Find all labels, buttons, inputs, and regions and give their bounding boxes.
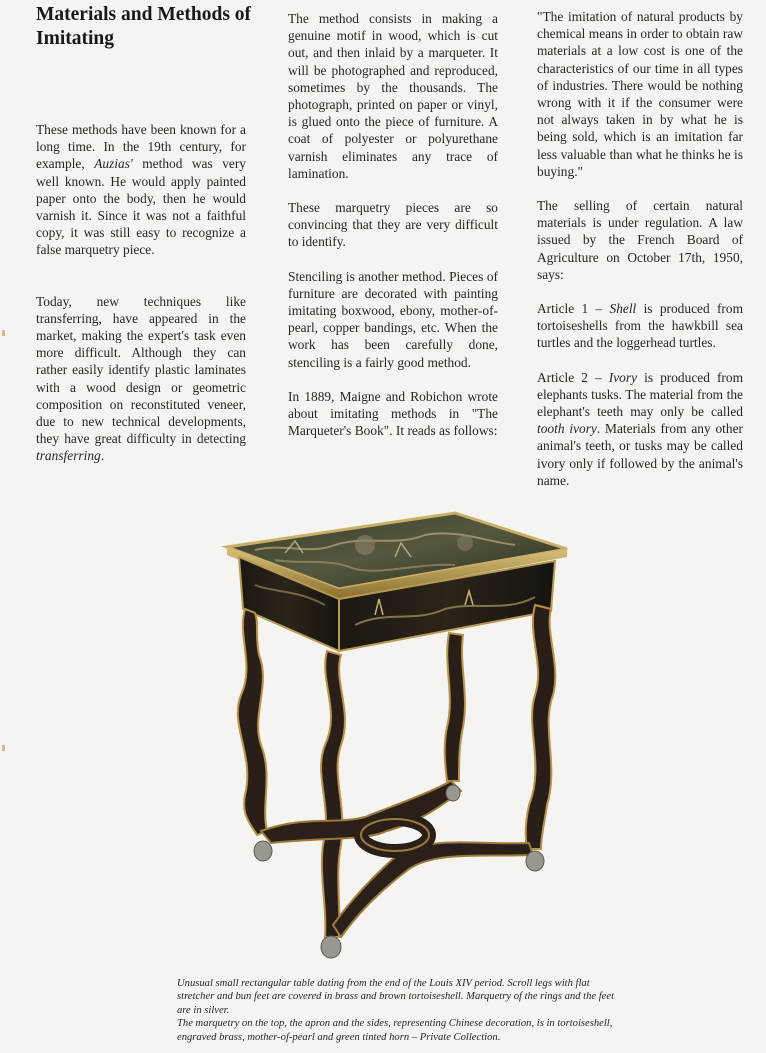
text-column-1 xyxy=(36,121,246,465)
caption-line: The marquetry on the top, the apron and the sides, representing Chinese decoration, is in tortoiseshell, engraved brass, mother-of-pearl and green tinted horn – Private Collection. xyxy=(177,1018,613,1043)
caption-line: Unusual small rectangular table dating from the end of the Louis XIV period. Scroll legs with flat stretcher and bun feet are covered in brass and brown tortoiseshell. Marquetry of the rings and the feet are in silver. xyxy=(177,978,615,1016)
table-photo xyxy=(215,505,577,965)
text-run: . xyxy=(100,448,105,464)
paragraph: Stenciling is another method. Pieces of furniture are decorated with painting imitating boxwood, ebony, mother-of-pearl, copper bandings, etc. When the work has been carefully done, stenciling is a fairly good method. xyxy=(288,268,498,370)
italic-term: Ivory xyxy=(608,369,638,385)
text-run: These methods have been known for a long time. In the 19th century, for example, xyxy=(36,122,246,172)
text-column-3 xyxy=(537,8,743,489)
text-run: is produced from elephants tusks. The material from the elephant's teeth may only be called xyxy=(537,369,743,420)
paragraph: The selling of certain natural materials is under regulation. A law issued by the French Board of Agriculture on October 17th, 1950, says: xyxy=(537,198,743,282)
table-stretcher xyxy=(261,781,533,937)
italic-name: Auzias' xyxy=(94,156,133,172)
article-1 xyxy=(537,300,743,352)
quote-paragraph: "The imitation of natural products by chemical means in order to obtain raw materials at a low cost is one of the characteristics of our time in all types of industries. There would be nothing wrong with it if the consumer were not always taken in by what he is being sold, which is an imitation far less valuable than what he thinks he is buying." xyxy=(537,9,743,179)
text-column-2 xyxy=(288,10,498,439)
text-run: Article 2 – xyxy=(537,369,609,385)
italic-term: tooth ivory xyxy=(537,421,597,437)
paragraph xyxy=(36,121,246,259)
paragraph: In 1889, Maigne and Robichon wrote about imitating methods in "The Marqueter's Book". It reads as follows: xyxy=(288,388,498,439)
text-run: is produced from tortoiseshells from the hawkbill sea turtles and the loggerhead turtles. xyxy=(537,301,743,351)
paragraph xyxy=(36,293,246,465)
figure-caption xyxy=(177,977,629,1044)
paragraph: These marquetry pieces are so convincing that they are very difficult to identify. xyxy=(288,200,498,250)
article-2 xyxy=(537,369,743,489)
edge-stain xyxy=(2,330,5,336)
text-run: Article 1 – xyxy=(537,301,610,317)
italic-term: transferring xyxy=(36,448,101,464)
edge-stain xyxy=(2,745,5,751)
text-run: method was very well known. He would apply painted paper onto the body, then he would varnish it. Since it was not a faithful copy, it was still easy to recognize a false marquetry piece. xyxy=(36,156,246,258)
paragraph: The method consists in making a genuine motif in wood, which is cut out, and then inlaid by a marqueter. It will be photographed and reproduced, sometimes by the thousands. The photograph, printed on paper or vinyl, is glued onto the piece of furniture. A coat of polyester or polyurethane varnish eliminates any trace of lamination. xyxy=(288,11,498,181)
text-run: . Materials from any other animal's teeth, or tusks may be called ivory only if followed by the animal's name. xyxy=(537,421,743,488)
page-title: Materials and Methods of Imitating xyxy=(36,4,252,49)
italic-term: Shell xyxy=(609,301,637,317)
text-run: Today, new techniques like transferring, have appeared in the market, making the expert's task even more difficult. Although they can rather easily identify plastic laminates with a wood design or geometric composition on reconstituted veneer, due to new technical developments, they have great difficulty in detecting xyxy=(36,293,246,447)
table-legs xyxy=(238,605,556,937)
